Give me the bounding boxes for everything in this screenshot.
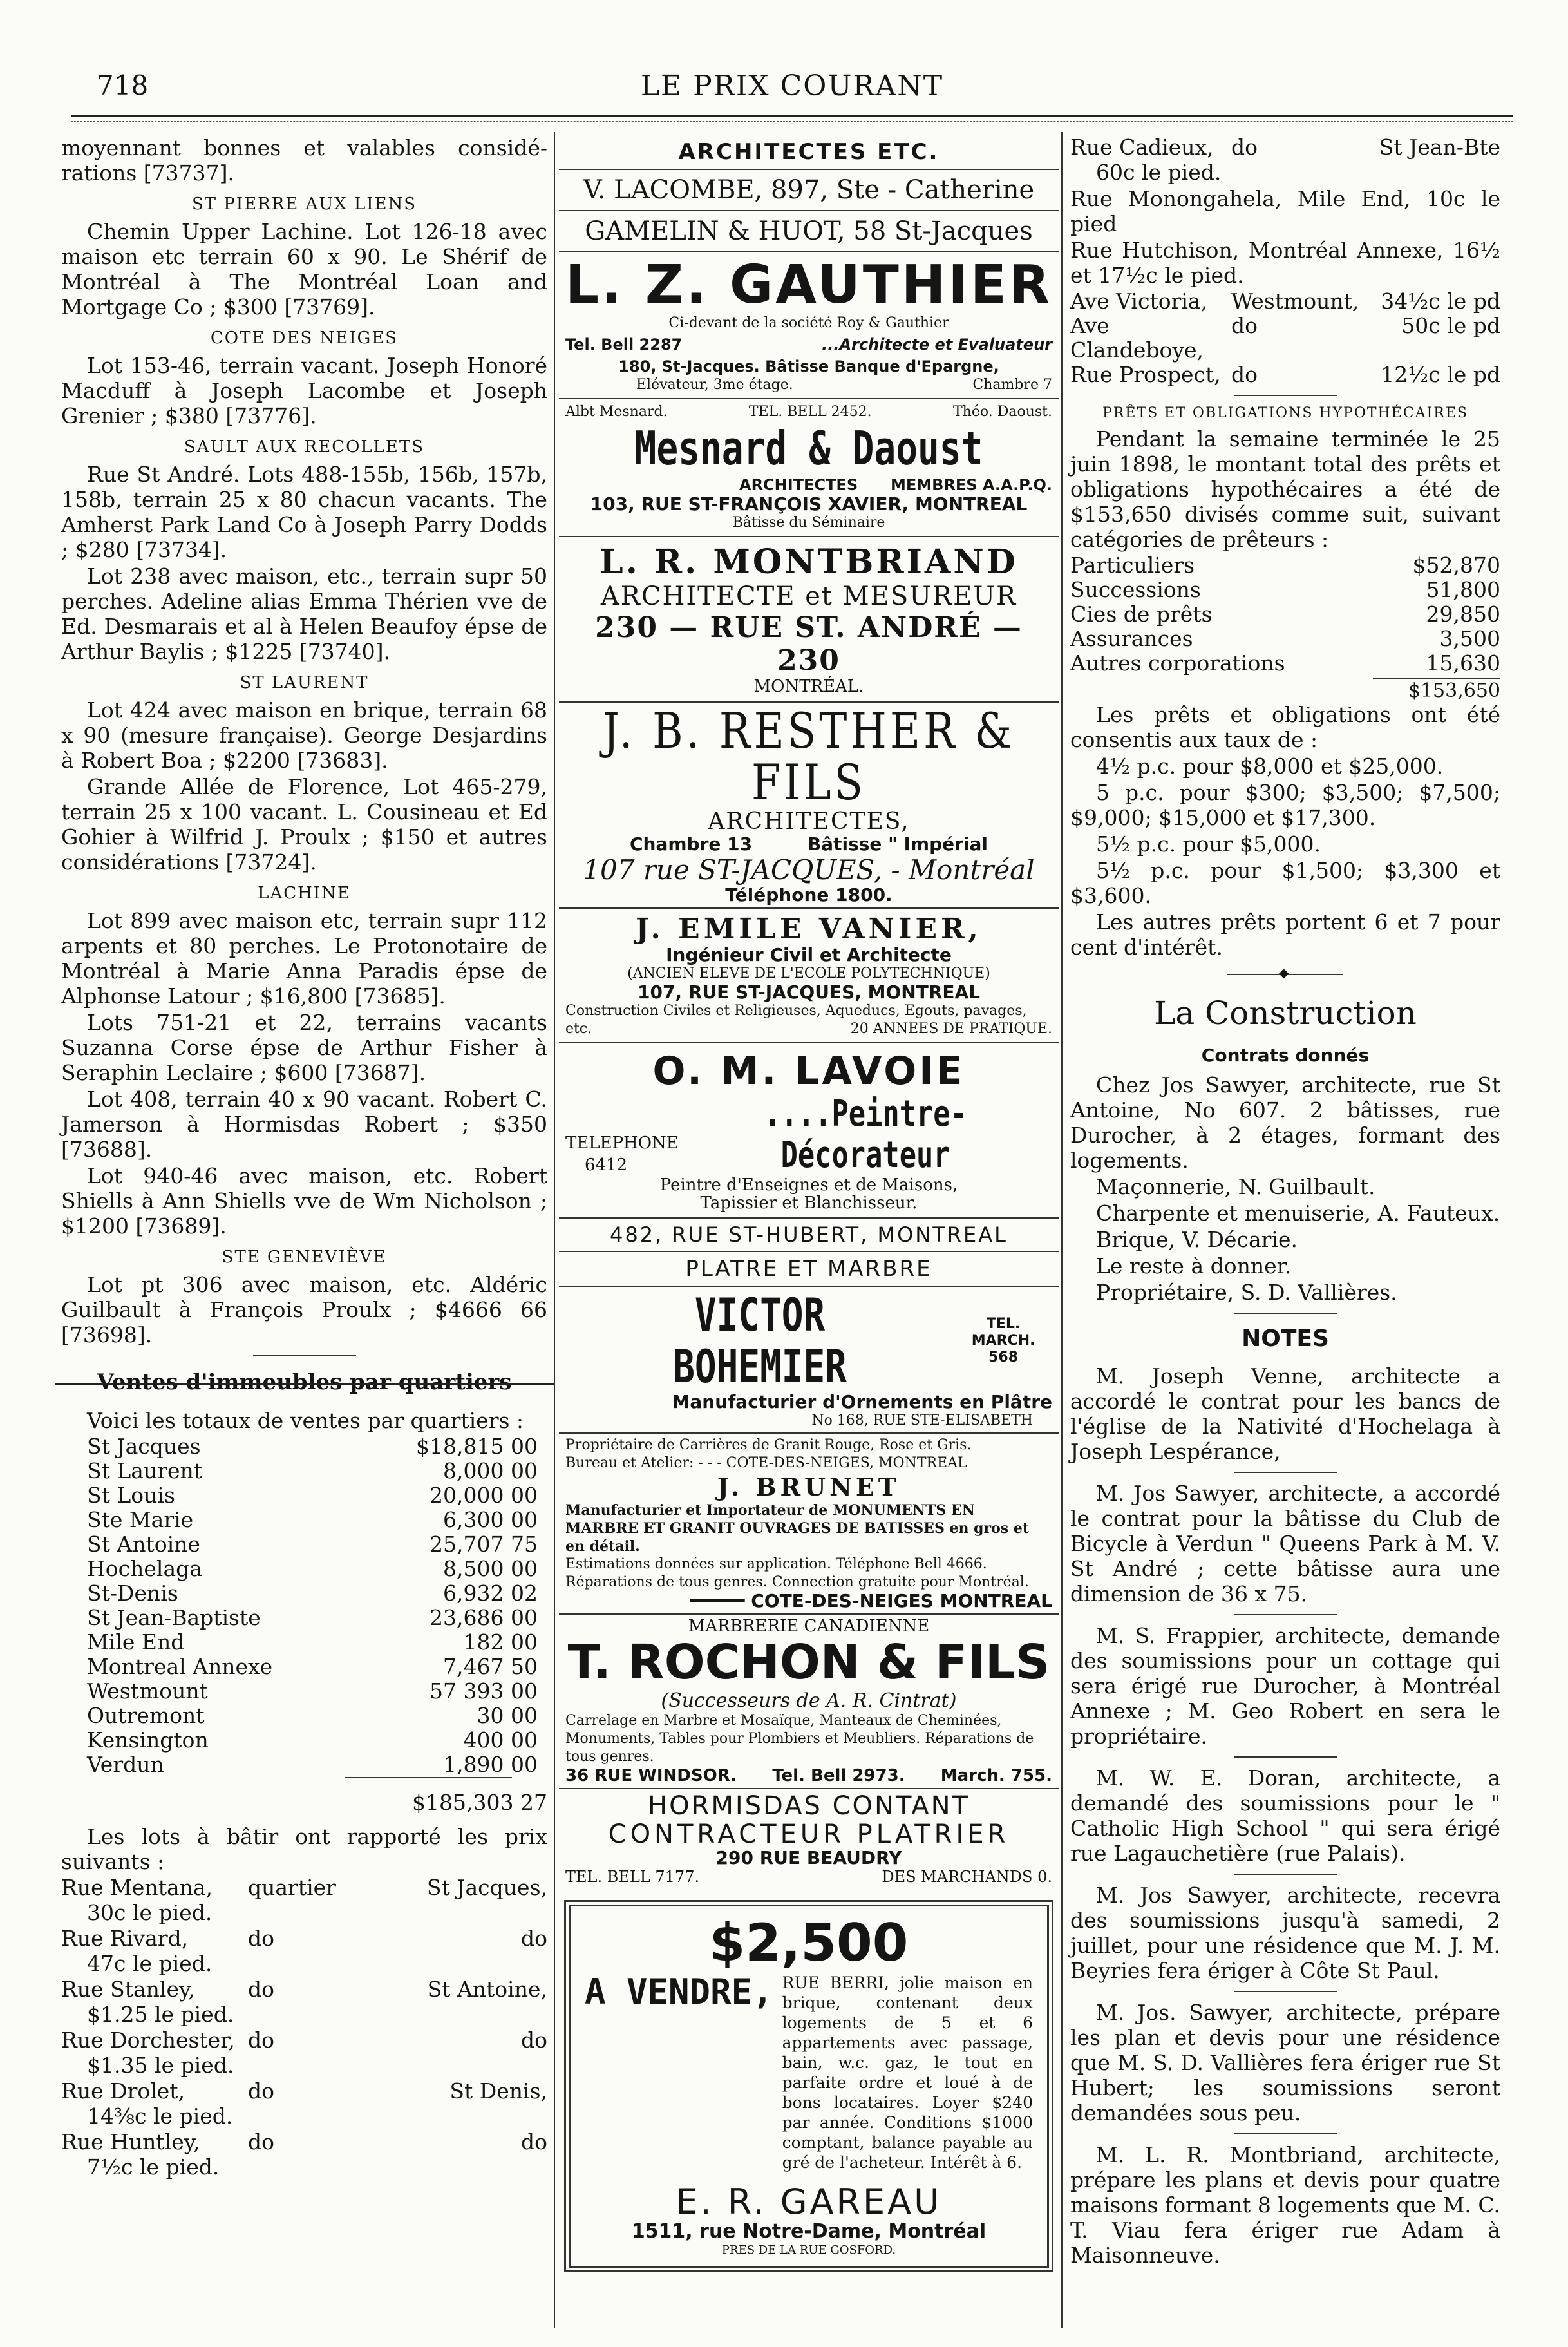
- rue-price: 47c le pied.: [87, 1951, 213, 1976]
- quartiers-total: $185,303 27: [412, 1790, 547, 1815]
- diamond-rule: [1227, 974, 1343, 975]
- table-row: Assurances 3,500: [1070, 626, 1500, 651]
- table-row: Verdun 1,890 00: [87, 1752, 538, 1777]
- table-row: Autres corporations 15,630: [1070, 651, 1500, 676]
- rochon-pre: MARBRERIE CANADIENNE: [688, 1617, 930, 1636]
- vanier-name: J. EMILE VANIER,: [636, 913, 982, 945]
- table-row: Kensington 400 00: [87, 1727, 538, 1753]
- gauthier-name: L. Z. GAUTHIER: [565, 254, 1053, 316]
- resther-batisse: Bâtisse " Impérial: [807, 833, 988, 855]
- gauthier-tel-row: [559, 332, 1059, 357]
- note-text: M. Jos Sawyer, architecte, a accordé le contrat pour la bâtisse du Club de Bicycle à Verdun " Queens Park à M. V. St André ; cette bâtisse aura une dimension de 36 x 75.: [1070, 1481, 1500, 1606]
- prets-intro: Pendant la semaine terminée le 25 juin 1898, le montant total des prêts et obligations hypothécaires a été de $153,650 divisés comme suit, suivant catégories de prêteurs :: [1070, 426, 1500, 552]
- ad-brunet: [559, 1434, 1059, 1615]
- transaction-text: Rue St André. Lots 488-155b, 156b, 157b, 158b, terrain 25 x 80 chacun vacants. The Amherst Park Land Co à Joseph Parry Dodds ; $280 [73734].: [61, 462, 547, 562]
- contant-tel: TEL. BELL 7177.: [565, 1868, 700, 1886]
- lavoie-name: O. M. LAVOIE: [652, 1049, 965, 1094]
- contrat-text: Le reste à donner.: [1096, 1253, 1292, 1278]
- gauthier-floor-row: [559, 376, 1059, 394]
- rochon-desc: Carrelage en Marbre et Mosaïque, Manteaux de Cheminées, Monuments, Tables pour Plombiers et Meubliers. Réparations de tous genres.: [565, 1713, 1034, 1765]
- quartiers-table: [87, 1434, 538, 1777]
- table-row: St Laurent 8,000 00: [87, 1458, 538, 1483]
- rochon-succ: (Successeurs de A. R. Cintrat): [661, 1689, 957, 1712]
- section-st-pierre: [61, 195, 547, 319]
- lots-intro: Les lots à bâtir ont rapporté les prix suivants :: [61, 1824, 547, 1874]
- lavoie-desc1: Peintre d'Enseignes et de Maisons,: [659, 1175, 958, 1195]
- gareau-near: PRES DE LA RUE GOSFORD.: [721, 2243, 896, 2257]
- rochon-tel: Tel. Bell 2973.: [772, 1766, 905, 1785]
- lavoie-addr: 482, RUE ST-HUBERT, MONTREAL: [559, 1219, 1059, 1252]
- transaction-text: Lot 899 avec maison etc, terrain supr 112 arpents et 80 perches. Le Protonotaire de Montréal à Marie Anna Paradis épse de Alphonse Latour ; $16,800 [73685].: [61, 908, 547, 1009]
- gareau-name: E. R. GAREAU: [675, 2181, 942, 2222]
- section-rule: [1234, 1313, 1337, 1314]
- table-row: Successions 51,800: [1070, 577, 1500, 602]
- mesnard-archi: ARCHITECTES: [739, 476, 858, 494]
- montbriand-name: L. R. MONTBRIAND: [600, 542, 1018, 582]
- brunet-line3: Manufacturier et Importateur de MONUMENTS EN MARBRE ET GRANIT OUVRAGES DE BATISSES en gros et en détail.: [565, 1502, 1029, 1555]
- bohemier-row: [559, 1289, 1059, 1392]
- lavoie-row: [559, 1094, 1059, 1176]
- section-ste-genevieve: [61, 1248, 547, 1347]
- ad-resther: [559, 703, 1059, 909]
- taux-intro: Les prêts et obligations ont été consentis aux taux de :: [1070, 702, 1500, 752]
- brunet-line1: Propriétaire de Carrières de Granit Rouge, Rose et Gris.: [565, 1437, 972, 1453]
- rochon-march: March. 755.: [940, 1766, 1052, 1785]
- vendre-text: RUE BERRI, jolie maison en brique, contenant deux logements de 5 et 6 appartements avec passage, bain, w.c. gaz, le tout en parfaite ordre et loué à de bons locataires. Loyer $240 par année. Conditions $1000 comptant, balance payable au gré de l'acheteur. Intérêt à 6.: [782, 1973, 1033, 2172]
- rues-list: [61, 1876, 547, 2180]
- ad-a-vendre: [564, 1900, 1053, 2272]
- contant-march: DES MARCHANDS 0.: [882, 1868, 1052, 1886]
- column-divider-1: [554, 132, 555, 2328]
- contrat-text: Charpente et menuiserie, A. Fauteux.: [1096, 1201, 1500, 1226]
- note-text: M. L. R. Montbriand, architecte, prépare les plans et devis pour quatre maisons formant 8 logements que M. C. T. Viau fera ériger rue Adam à Maisonneuve.: [1070, 2142, 1500, 2268]
- bohemier-name: VICTOR BOHEMIER: [673, 1289, 847, 1393]
- header-rule-dashed: [71, 121, 1513, 122]
- bohemier-tel-block: [954, 1316, 1052, 1366]
- transaction-text: Lot 238 avec maison, etc., terrain supr 50 perches. Adeline alias Emma Thérien vve de Ed. Desmarais et al à Helen Beaufoy épse de Arthur Baylis ; $1225 [73740].: [61, 564, 547, 664]
- section-rule: [1234, 395, 1337, 396]
- vendre-body: [585, 1973, 1033, 2172]
- brunet-bottom: [565, 1592, 1052, 1611]
- vanier-addr: 107, RUE ST-JACQUES, MONTREAL: [637, 982, 981, 1003]
- rue-price: 7½c le pied.: [87, 2154, 220, 2180]
- taux-item: 5½ p.c. pour $5,000.: [1096, 831, 1321, 857]
- resther-addr: 107 rue ST-JACQUES, - Montréal: [583, 854, 1035, 886]
- page-number: 718: [97, 70, 149, 101]
- table-row: Outremont 30 00: [87, 1703, 538, 1728]
- page-header: [71, 70, 1513, 115]
- brunet-line4: Estimations données sur application. Téléphone Bell 4666. Réparations de tous genres. Connection gratuite pour Montréal.: [565, 1556, 1029, 1590]
- resther-chambre: Chambre 13: [630, 833, 753, 855]
- vanier-role: Ingénieur Civil et Architecte: [666, 944, 952, 965]
- vendre-price: $2,500: [709, 1913, 909, 1973]
- vanier-ans: 20 ANNEES DE PRATIQUE.: [850, 1021, 1052, 1037]
- table-row: St-Denis 6,932 02: [87, 1581, 538, 1606]
- rue-price: $1.35 le pied.: [87, 2053, 234, 2078]
- mesnard-addr: 103, RUE ST-FRANÇOIS XAVIER, MONTREAL: [590, 493, 1028, 515]
- left-column: [61, 135, 547, 2181]
- section-title: COTE DES NEIGES: [210, 328, 399, 348]
- construction-title: La Construction: [1154, 994, 1417, 1032]
- transaction-text: Lot pt 306 avec maison, etc. Aldéric Guilbault à François Proulx ; $4666 66 [73698].: [61, 1272, 547, 1347]
- architectes-heading: ARCHITECTES ETC.: [559, 135, 1059, 170]
- section-lachine: [61, 884, 547, 1239]
- notes-title: NOTES: [1242, 1326, 1329, 1352]
- transaction-text: Lot 408, terrain 40 x 90 vacant. Robert C. Jamerson à Hormisdas Robert ; $350 [73688].: [61, 1087, 547, 1162]
- total-rule: [345, 1777, 512, 1778]
- rochon-name: T. ROCHON & FILS: [567, 1635, 1050, 1690]
- rochon-addr: 36 RUE WINDSOR.: [565, 1766, 737, 1785]
- ad-montbriand: [559, 537, 1059, 703]
- section-title: ST PIERRE AUX LIENS: [191, 195, 417, 214]
- taux-item: 5 p.c. pour $300; $3,500; $7,500; $9,000; $15,000 et $17,300.: [1070, 780, 1500, 830]
- montbriand-addr: 230 — RUE ST. ANDRÉ — 230: [595, 611, 1023, 677]
- list-item: Rue Hutchison, Montréal Annexe, 16½ et 17½c le pied.: [1070, 238, 1500, 288]
- rue-price: 60c le pied.: [1096, 160, 1222, 185]
- taux-item: 5½ p.c. pour $1,500; $3,300 et $3,600.: [1070, 858, 1500, 908]
- header-rule: [71, 115, 1513, 117]
- transaction-text: Lot 424 avec maison en brique, terrain 68 x 90 (mesure française). George Desjardins à Robert Boa ; $2200 [73683].: [61, 698, 547, 773]
- bohemier-tel: TEL. MARCH.: [971, 1316, 1035, 1349]
- list-item: Rue Rivard, do do: [61, 1926, 547, 1951]
- mesnard-archi-row: [559, 475, 1059, 495]
- table-row: Ste Marie 6,300 00: [87, 1507, 538, 1532]
- list-item: Rue Monongahela, Mile End, 10c le pied: [1070, 186, 1500, 236]
- lavoie-tel-block: [565, 1132, 679, 1176]
- lavoie-role: ....Peintre-Décorateur: [764, 1093, 967, 1176]
- resther-tel: Téléphone 1800.: [725, 884, 893, 906]
- list-item: Rue Dorchester, do do: [61, 2028, 547, 2053]
- brunet-line2: Bureau et Atelier: - - - COTE-DES-NEIGES, MONTREAL: [565, 1455, 967, 1471]
- table-row: Mile End 182 00: [87, 1630, 538, 1655]
- gauthier-addr: 180, St-Jacques. Bâtisse Banque d'Epargne,: [618, 357, 999, 375]
- note-text: M. Joseph Venne, architecte a accordé le contrat pour les bancs de l'église de la Nativité d'Hochelaga à Joseph Lespérance,: [1070, 1364, 1500, 1464]
- note-text: M. Jos. Sawyer, architecte, prépare les plan et devis pour une résidence que M. S. D. Vallières fera ériger rue St Hubert; les soumissions seront demandées sous peu.: [1070, 2000, 1500, 2125]
- section-sault-aux-recollets: [61, 437, 547, 664]
- gareau-addr: 1511, rue Notre-Dame, Montréal: [631, 2220, 987, 2243]
- mesnard-tel: TEL. BELL 2452.: [748, 404, 872, 420]
- contant-addr: 290 RUE BEAUDRY: [715, 1847, 902, 1868]
- gauthier-role: ...Architecte et Evaluateur: [822, 336, 1052, 354]
- rue-price: 14⅜c le pied.: [87, 2104, 233, 2129]
- note-rule: [1234, 1756, 1337, 1758]
- table-row: St Jacques $18,815 00: [87, 1434, 538, 1459]
- list-item: Rue Stanley, do St Antoine,: [61, 1977, 547, 2002]
- montbriand-role: ARCHITECTE et MESUREUR: [600, 582, 1017, 611]
- lavoie-desc2: Tapissier et Blanchisseur.: [700, 1193, 918, 1213]
- transaction-text: Grande Allée de Florence, Lot 465-279, terrain 25 x 100 vacant. L. Cousineau et Ed Gohier à Wilfrid J. Proulx ; $150 et autres considérations [73724].: [61, 774, 547, 875]
- list-item: Rue Prospect, do 12½c le pd: [1070, 362, 1500, 387]
- ad-rochon: [559, 1615, 1059, 1789]
- section-st-laurent: [61, 673, 547, 875]
- note-rule: [1234, 2133, 1337, 2134]
- bohemier-num: 568: [988, 1349, 1019, 1365]
- contant-name: HORMISDAS CONTANT: [647, 1791, 970, 1821]
- transaction-text: Chemin Upper Lachine. Lot 126-18 avec maison etc terrain 60 x 90. Le Shérif de Montréal à The Montréal Loan and Mortgage Co ; $300 [73769].: [61, 219, 547, 319]
- vanier-desc-text: Construction Civiles et Religieuses, Aqueducs, Egouts, pavages, etc.: [565, 1003, 1027, 1037]
- lavoie-tel-label: TELEPHONE: [565, 1134, 679, 1153]
- middle-column: [559, 135, 1059, 2276]
- lenders-total: $153,650: [1373, 678, 1500, 702]
- prets-heading: PRÊTS ET OBLIGATIONS HYPOTHÉCAIRES: [1102, 405, 1468, 421]
- rue-price: 30c le pied.: [87, 1900, 213, 1925]
- platre-heading: PLATRE ET MARBRE: [559, 1252, 1059, 1287]
- list-item: Ave Victoria, Westmount, 34½c le pd: [1070, 289, 1500, 314]
- mesnard-partner-2: Théo. Daoust.: [953, 404, 1052, 420]
- rochon-row: [565, 1766, 1052, 1785]
- ventes-heading: Ventes d'immeubles par quartiers: [55, 1369, 554, 1395]
- lavoie-tel-number: 6412: [585, 1155, 628, 1175]
- ad-vanier: [559, 909, 1059, 1043]
- ad-mesnard: [559, 399, 1059, 537]
- publication-title: LE PRIX COURANT: [640, 70, 944, 102]
- mesnard-top-row: [559, 403, 1059, 421]
- section-title: LACHINE: [258, 884, 351, 903]
- contrat-text: Chez Jos Sawyer, architecte, rue St Antoine, No 607. 2 bâtisses, rue Durocher, à 2 étages, formant des logements.: [1070, 1072, 1500, 1173]
- transaction-text: Lot 940-46 avec maison, etc. Robert Shiells à Ann Shiells vve de Wm Nicholson ; $1200 [73689].: [61, 1163, 547, 1239]
- mesnard-bat: Bâtisse du Séminaire: [732, 515, 885, 531]
- list-item: Rue Huntley, do do: [61, 2129, 547, 2154]
- contant-role: CONTRACTEUR PLATRIER: [608, 1820, 1010, 1849]
- table-row: Hochelaga 8,500 00: [87, 1556, 538, 1581]
- taux-item: Les autres prêts portent 6 et 7 pour cent d'intérêt.: [1070, 909, 1500, 960]
- contant-row: [565, 1868, 1052, 1886]
- section-rule: [253, 1355, 356, 1356]
- taux-item: 4½ p.c. pour $8,000 et $25,000.: [1096, 754, 1444, 779]
- ad-contant: [559, 1789, 1059, 1888]
- intro-text: moyennant bonnes et valables considé-rations [73737].: [61, 135, 547, 185]
- list-item: Rue Mentana, quartier St Jacques,: [61, 1875, 547, 1900]
- contrats-subtitle: Contrats donnés: [1201, 1045, 1370, 1066]
- mesnard-name: Mesnard & Daoust: [634, 421, 983, 475]
- bohemier-sub: Manufacturier d'Ornements en Plâtre: [672, 1391, 1052, 1412]
- brunet-name: J. BRUNET: [717, 1472, 901, 1501]
- section-title: STE GENEVIÈVE: [222, 1248, 387, 1267]
- transaction-text: Lots 751-21 et 22, terrains vacants Suzanna Corse épse de Arthur Fisher à Seraphin Leclaire ; $600 [73687].: [61, 1010, 547, 1085]
- brunet-bottom-text: COTE-DES-NEIGES MONTREAL: [751, 1590, 1052, 1611]
- mesnard-membres: MEMBRES A.A.P.Q.: [890, 476, 1052, 494]
- contrat-text: Maçonnerie, N. Guilbault.: [1096, 1174, 1375, 1199]
- gauthier-room: Chambre 7: [972, 377, 1052, 393]
- pointing-hand-icon: ━━━━━: [690, 1590, 745, 1611]
- contrat-text: Brique, V. Décarie.: [1096, 1227, 1298, 1252]
- table-row: Montreal Annexe 7,467 50: [87, 1654, 538, 1679]
- ad-bohemier: [559, 1287, 1059, 1434]
- column-divider-2: [1061, 132, 1063, 2328]
- gauthier-floor: Elévateur, 3me étage.: [636, 377, 793, 393]
- resther-name: J. B. RESTHER & FILS: [602, 702, 1015, 811]
- mesnard-partner-1: Albt Mesnard.: [565, 404, 668, 420]
- note-rule: [1234, 1472, 1337, 1473]
- vendre-head: A VENDRE,: [585, 1972, 773, 2012]
- ad-gamelin: GAMELIN & HUOT, 58 St-Jacques: [559, 211, 1059, 252]
- table-row: St Antoine 25,707 75: [87, 1532, 538, 1557]
- section-cote-des-neiges: [61, 328, 547, 428]
- ad-lacombe: V. LACOMBE, 897, Ste - Catherine: [559, 170, 1059, 211]
- transaction-text: Lot 153-46, terrain vacant. Joseph Honoré Macduff à Joseph Lacombe et Joseph Grenier ; $380 [73776].: [61, 353, 547, 428]
- contrat-text: Propriétaire, S. D. Vallières.: [1096, 1280, 1397, 1305]
- gauthier-tel: Tel. Bell 2287: [565, 336, 683, 354]
- note-rule: [1234, 1614, 1337, 1615]
- note-text: M. W. E. Doran, architecte, a demandé des soumissions pour le " Catholic High School " qui sera érigé rue Lagauchetière (rue Palais).: [1070, 1765, 1500, 1866]
- vanier-ancien: (ANCIEN ELEVE DE L'ECOLE POLYTECHNIQUE): [627, 965, 990, 982]
- ventes-intro: Voici les totaux de ventes par quartiers :: [87, 1408, 524, 1433]
- lenders-table: [1070, 553, 1500, 702]
- rues-continued: [1070, 135, 1500, 387]
- rue-price: $1.25 le pied.: [87, 2002, 234, 2027]
- note-rule: [1234, 1991, 1337, 1992]
- table-row: Westmount 57 393 00: [87, 1678, 538, 1704]
- note-text: M. Jos Sawyer, architecte, recevra des soumissions jusqu'à samedi, 2 juillet, pour une résidence que M. J. M. Beyries fera ériger à Côte St Paul.: [1070, 1883, 1500, 1983]
- bohemier-addr: No 168, RUE STE-ELISABETH: [811, 1412, 1033, 1429]
- montbriand-city: MONTRÉAL.: [753, 677, 864, 696]
- note-text: M. S. Frappier, architecte, demande des soumissions pour un cottage qui sera érigé rue Durocher, à Montréal Annexe ; M. Geo Robert en sera le propriétaire.: [1070, 1623, 1500, 1749]
- section-title: ST LAURENT: [240, 673, 369, 692]
- table-row: Particuliers $52,870: [1070, 553, 1500, 578]
- right-column: [1070, 135, 1500, 2269]
- resther-row: [559, 835, 1059, 854]
- resther-role: ARCHITECTES,: [708, 808, 910, 835]
- ad-gauthier: [559, 252, 1059, 399]
- list-item: Rue Drolet, do St Denis,: [61, 2078, 547, 2104]
- vanier-desc: [559, 1002, 1059, 1038]
- list-item: Ave Clandeboye, do 50c le pd: [1070, 313, 1500, 363]
- list-item: Rue Cadieux, do St Jean-Bte: [1070, 135, 1500, 160]
- note-rule: [1234, 1874, 1337, 1875]
- ad-lavoie: [559, 1043, 1059, 1219]
- table-row: Cies de prêts 29,850: [1070, 602, 1500, 627]
- table-row: St Louis 20,000 00: [87, 1483, 538, 1508]
- gauthier-sub: Ci-devant de la société Roy & Gauthier: [668, 315, 949, 331]
- table-row: St Jean-Baptiste 23,686 00: [87, 1605, 538, 1630]
- section-title: SAULT AUX RECOLLETS: [184, 437, 425, 457]
